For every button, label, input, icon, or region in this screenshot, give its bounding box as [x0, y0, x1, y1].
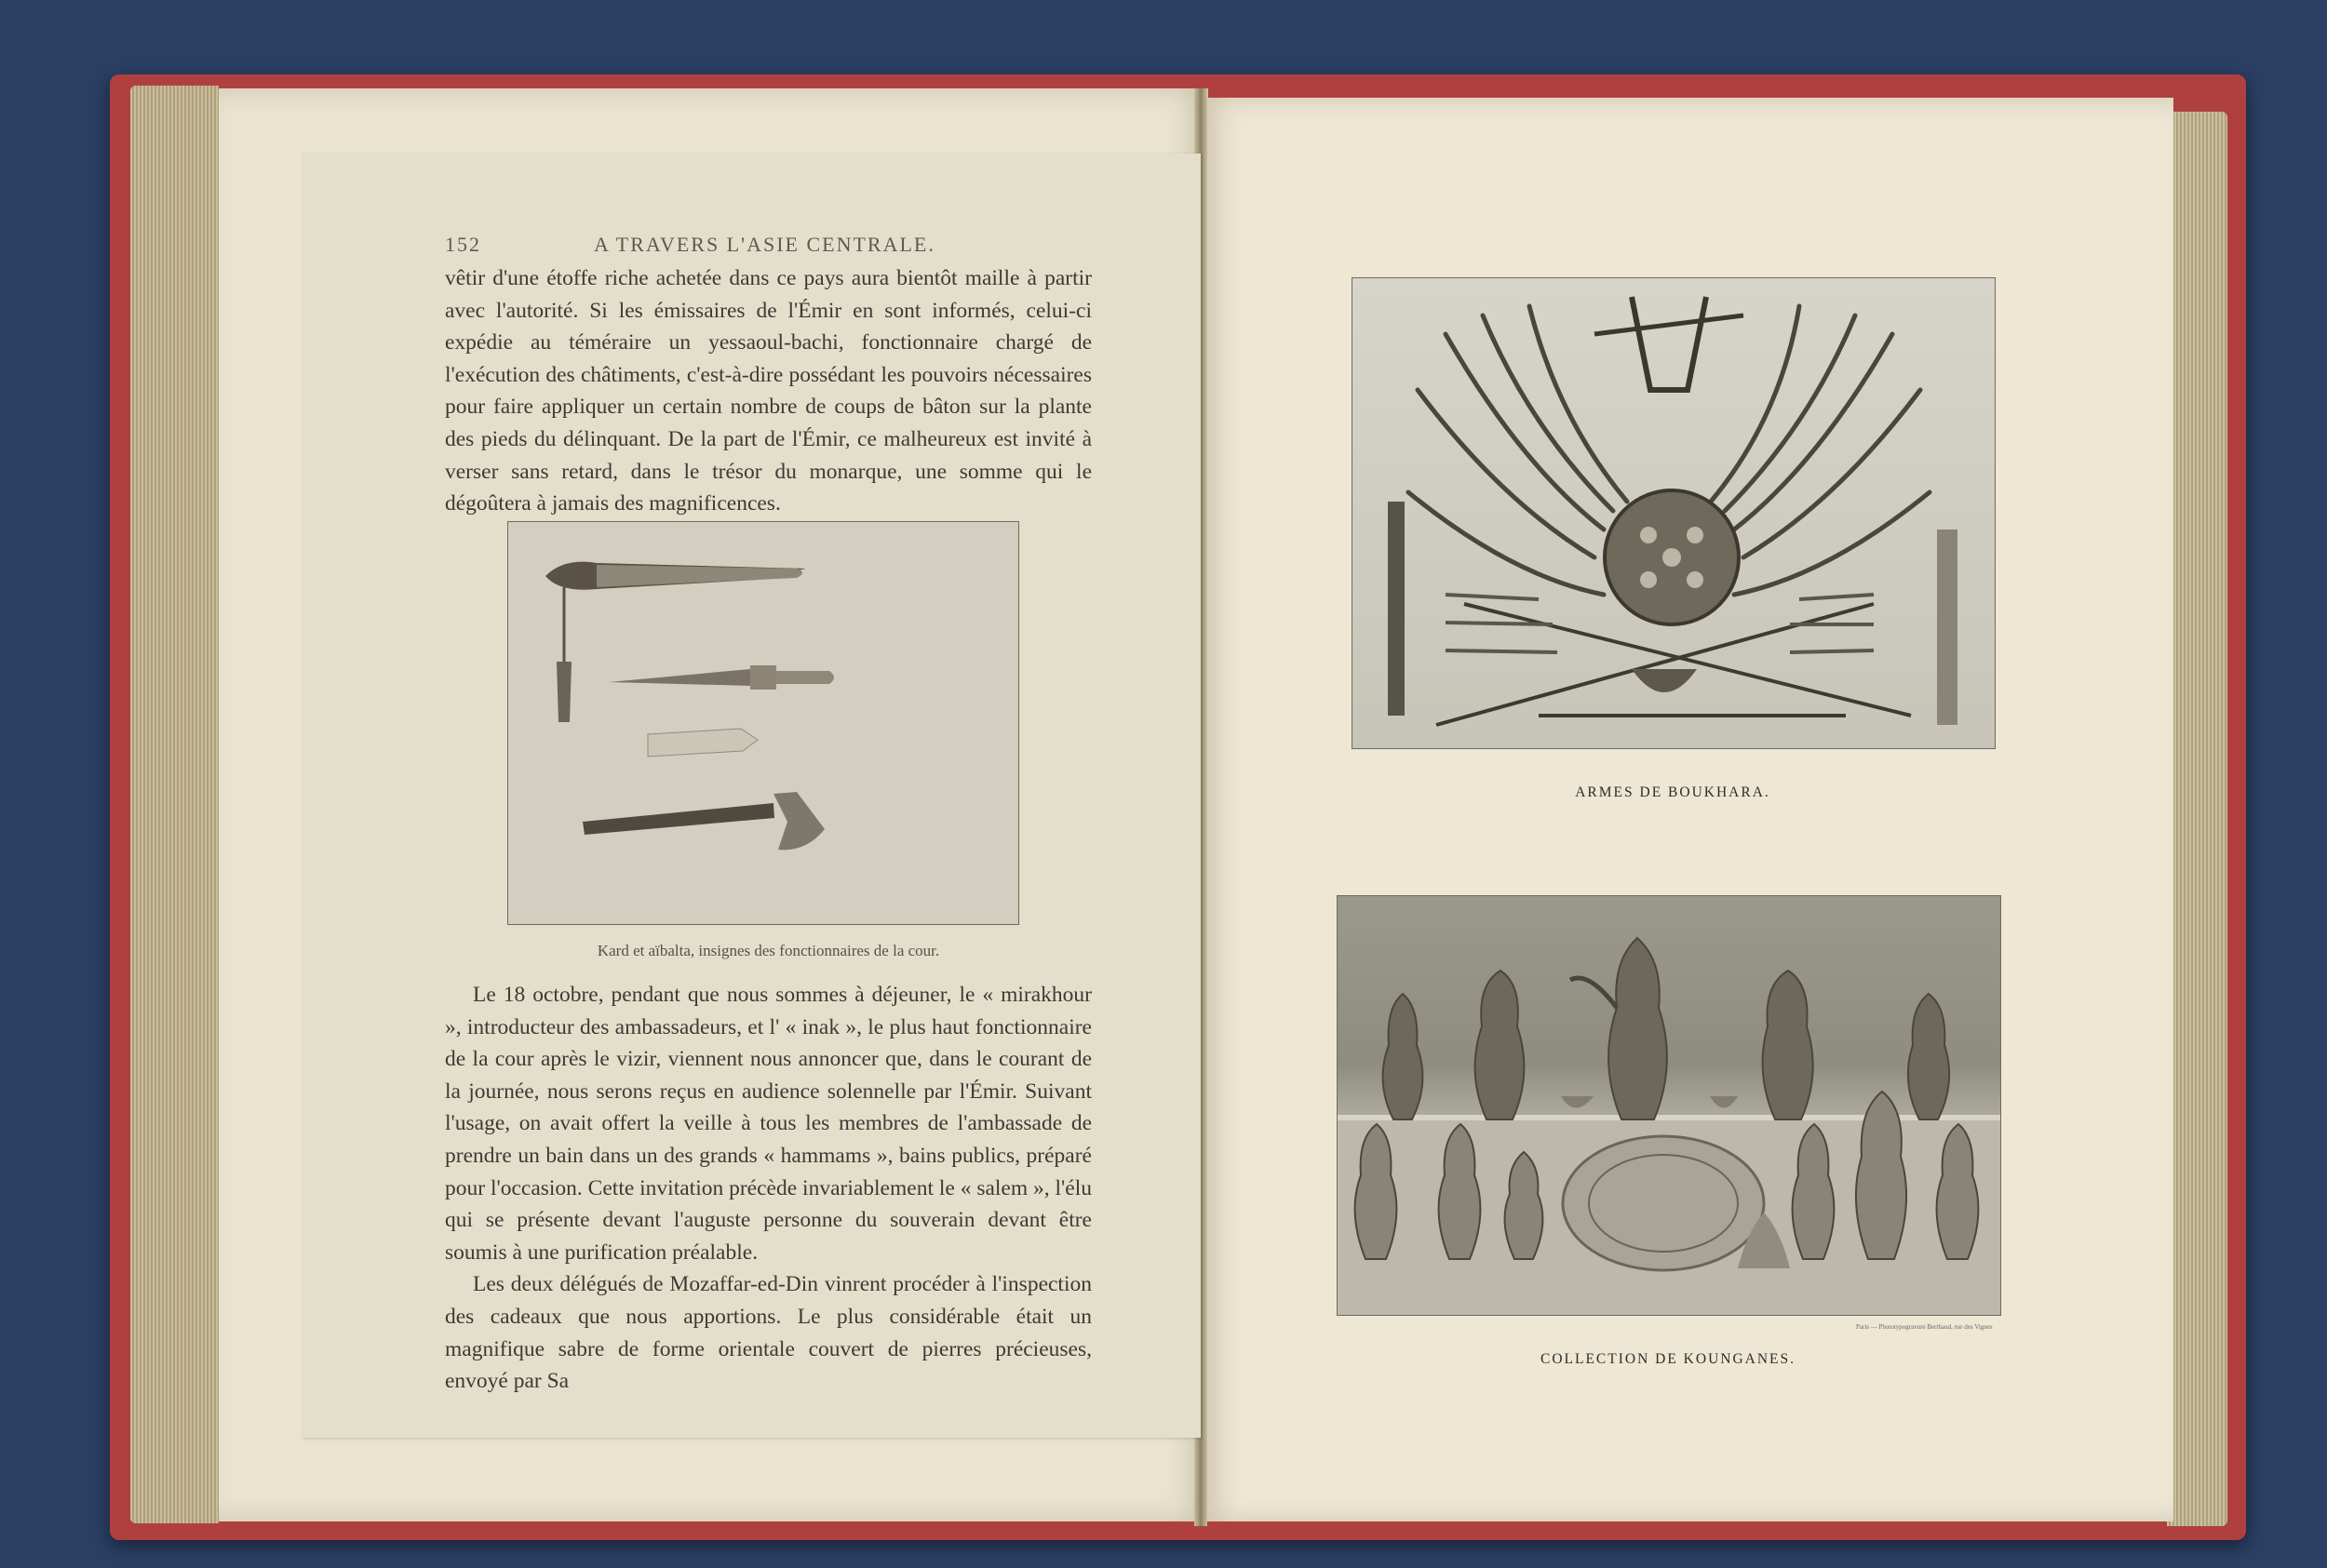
text-block-top — [445, 262, 1092, 520]
figure-caption: Kard et aïbalta, insignes des fonctionnaires de la cour. — [597, 942, 940, 959]
kard-aibalta-illustration — [508, 522, 1018, 924]
caption-collection-kounganes: COLLECTION DE KOUNGANES. — [1540, 1351, 1796, 1367]
page-edges-left — [130, 86, 219, 1523]
photo-armes-boukhara — [1352, 277, 1996, 749]
caption-armes-boukhara: ARMES DE BOUKHARA. — [1575, 784, 1770, 800]
page-edges-right — [2167, 112, 2227, 1526]
running-head — [445, 233, 1092, 261]
text-block-bottom — [445, 979, 1092, 1398]
armes-boukhara-illustration — [1352, 278, 1995, 748]
page-number: 152 — [445, 233, 481, 256]
paragraph: Les deux délégués de Mozaffar-ed-Din vinrent procéder à l'inspection des cadeaux que nous apportions. Le plus considérable était un magnifique sabre de forme orientale couvert de pierres précieuses, envoyé par Sa — [445, 1272, 1092, 1394]
kounganes-illustration — [1338, 896, 2000, 1315]
paragraph: Le 18 octobre, pendant que nous sommes à déjeuner, le « mirakhour », introducteur des ambassadeurs, et l' « inak », le plus haut fonctionnaire de la cour après le vizir, viennent nous annoncer que, dans le courant de la journée, nous serons reçus en audience solennelle par l'Émir. Suivant l'usage, on avait offert la veille à tous les membres de l'ambassade de prendre un bain dans un des grands « hammams », bains publics, préparé pour l'occasion. Cette invitation précède invariablement le « salem », l'élu qui se présente devant l'auguste personne du souverain devant être soumis à une purification préalable. — [445, 983, 1092, 1265]
figure-kard-aibalta — [507, 521, 1019, 925]
printer-credit: Paris — Phototypogravure Berthaud, rue des Vignes — [1856, 1323, 1993, 1331]
photo-collection-kounganes — [1337, 895, 2001, 1316]
running-title: A TRAVERS L'ASIE CENTRALE. — [594, 233, 935, 256]
paragraph: vêtir d'une étoffe riche achetée dans ce pays aura bientôt maille à partir avec l'autorité. Si les émissaires de l'Émir en sont informés, celui-ci expédie au téméraire un yessaoul-bachi, fonctionnaire chargé de l'exécution des châtiments, c'est-à-dire possédant les pouvoirs nécessaires pour faire appliquer un certain nombre de coups de bâton sur la plante des pieds du délinquant. De la part de l'Émir, ce malheureux est invité à verser sans retard, dans le trésor du monarque, une somme qui le dégoûtera à jamais des magnificences. — [445, 266, 1092, 516]
